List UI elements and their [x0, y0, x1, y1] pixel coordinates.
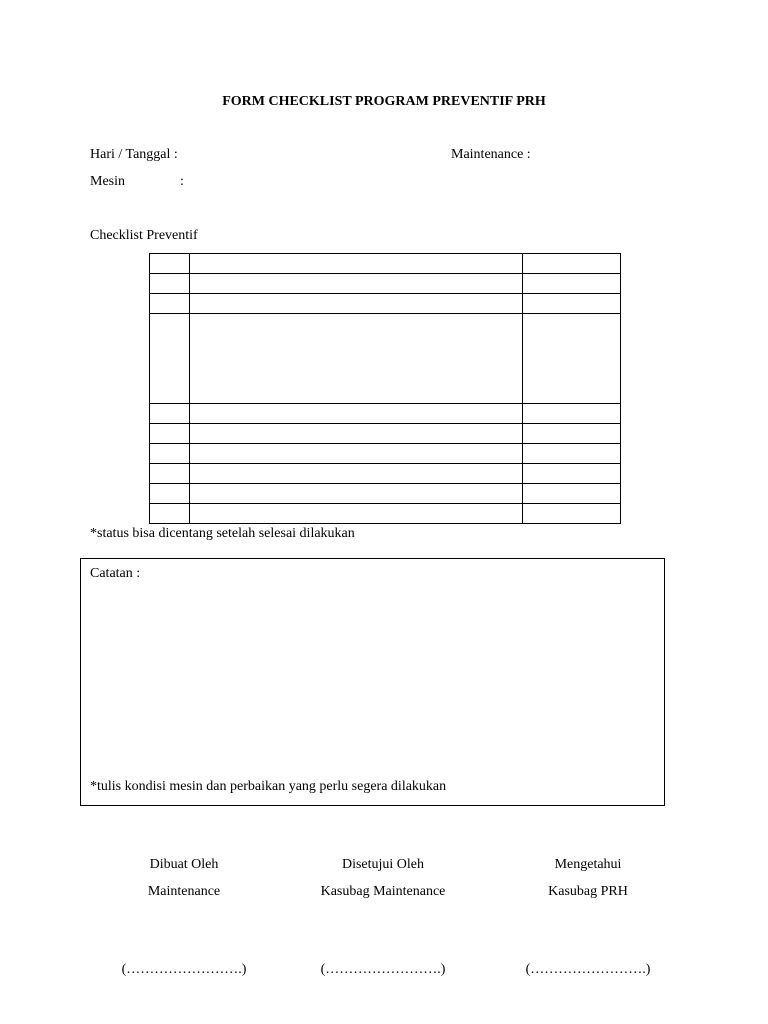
notes-label: Catatan :	[90, 566, 141, 581]
status-cell[interactable]	[523, 504, 621, 524]
number-cell[interactable]	[150, 404, 190, 424]
table-row	[150, 424, 621, 444]
table-row	[150, 484, 621, 504]
signature-role: Dibuat Oleh	[149, 857, 219, 872]
task-cell[interactable]	[190, 484, 523, 504]
machine-label: Mesin	[90, 174, 125, 189]
status-cell[interactable]	[523, 404, 621, 424]
date-label: Hari / Tanggal :	[90, 147, 178, 162]
number-cell[interactable]	[150, 424, 190, 444]
task-cell[interactable]	[190, 424, 523, 444]
task-cell[interactable]	[190, 444, 523, 464]
signature-title: Kasubag Maintenance	[320, 884, 446, 899]
form-title: FORM CHECKLIST PROGRAM PREVENTIF PRH	[222, 94, 546, 109]
signature-role: Mengetahui	[554, 857, 622, 872]
number-cell[interactable]	[150, 444, 190, 464]
table-row	[150, 314, 621, 404]
machine-colon: :	[180, 174, 184, 189]
status-cell[interactable]	[523, 464, 621, 484]
status-cell[interactable]	[523, 254, 621, 274]
checklist-table	[149, 253, 621, 524]
task-cell[interactable]	[190, 504, 523, 524]
table-row	[150, 274, 621, 294]
signature-block-approved	[283, 855, 483, 909]
status-cell[interactable]	[523, 424, 621, 444]
number-cell[interactable]	[150, 504, 190, 524]
number-cell[interactable]	[150, 294, 190, 314]
signature-line-acknowledged[interactable]: (…………………….)	[525, 962, 651, 977]
checklist-note: *status bisa dicentang setelah selesai dilakukan	[90, 526, 355, 541]
notes-hint: *tulis kondisi mesin dan perbaikan yang perlu segera dilakukan	[90, 779, 447, 794]
status-cell[interactable]	[523, 274, 621, 294]
task-cell[interactable]	[190, 254, 523, 274]
signature-block-acknowledged	[488, 855, 688, 909]
status-cell[interactable]	[523, 484, 621, 504]
checklist-heading: Checklist Preventif	[90, 228, 198, 243]
task-cell[interactable]	[190, 314, 523, 404]
maintenance-label: Maintenance :	[451, 147, 531, 162]
task-cell[interactable]	[190, 464, 523, 484]
signature-block-created	[84, 855, 284, 909]
task-cell[interactable]	[190, 294, 523, 314]
table-row	[150, 254, 621, 274]
table-row	[150, 294, 621, 314]
signature-line-approved[interactable]: (…………………….)	[320, 962, 446, 977]
number-cell[interactable]	[150, 464, 190, 484]
signature-title: Kasubag PRH	[548, 884, 628, 899]
status-cell[interactable]	[523, 294, 621, 314]
notes-box[interactable]	[80, 558, 665, 806]
status-cell[interactable]	[523, 314, 621, 404]
table-row	[150, 504, 621, 524]
task-cell[interactable]	[190, 274, 523, 294]
signature-role: Disetujui Oleh	[341, 857, 425, 872]
number-cell[interactable]	[150, 314, 190, 404]
table-row	[150, 444, 621, 464]
signature-line-created[interactable]: (…………………….)	[121, 962, 247, 977]
table-row	[150, 464, 621, 484]
number-cell[interactable]	[150, 254, 190, 274]
number-cell[interactable]	[150, 274, 190, 294]
table-row	[150, 404, 621, 424]
status-cell[interactable]	[523, 444, 621, 464]
signature-title: Maintenance	[147, 884, 221, 899]
number-cell[interactable]	[150, 484, 190, 504]
task-cell[interactable]	[190, 404, 523, 424]
